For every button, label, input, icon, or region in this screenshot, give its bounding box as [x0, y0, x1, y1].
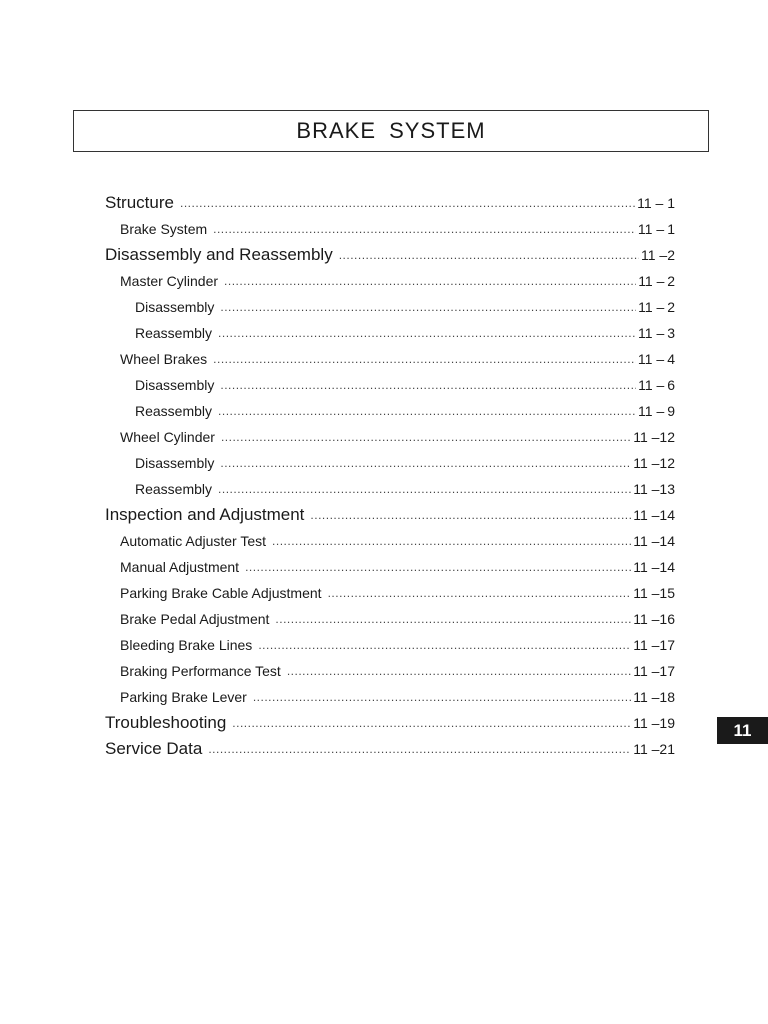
toc-entry-page: 21	[659, 741, 675, 757]
toc-entry-page: 16	[659, 611, 675, 627]
toc-entry-label: Reassembly	[135, 325, 213, 341]
toc-entry-chapter: 11 –	[633, 507, 660, 523]
toc-entry-page: 19	[659, 715, 675, 731]
toc-entry-chapter: 11 –	[633, 611, 660, 627]
toc-entry-page: 1	[667, 221, 675, 237]
toc-entry	[0, 450, 768, 476]
toc-entry-page: 13	[659, 481, 675, 497]
toc-entry-label: Disassembly	[135, 455, 215, 471]
toc-entry-label: Wheel Cylinder	[120, 429, 215, 445]
toc-entry	[0, 242, 768, 268]
toc-entry	[0, 528, 768, 554]
toc-entry-label: Disassembly	[135, 299, 215, 315]
toc-entry-chapter: 11 –	[638, 325, 665, 341]
toc-entry-chapter: 11 –	[633, 559, 660, 575]
chapter-tab	[717, 717, 768, 744]
toc-entry-chapter: 11 –	[633, 689, 660, 705]
toc-entry	[0, 294, 768, 320]
toc-entry	[0, 424, 768, 450]
toc-entry-page: 6	[667, 377, 675, 393]
toc-entry-chapter: 11 –	[638, 273, 665, 289]
toc-entry-chapter: 11 –	[633, 663, 660, 679]
toc-entry-label: Parking Brake Cable Adjustment	[120, 585, 322, 601]
toc-entry	[0, 346, 768, 372]
toc-entry	[0, 476, 768, 502]
toc-leader-dots	[220, 456, 631, 470]
toc-entry	[0, 502, 768, 528]
toc-entry-label: Wheel Brakes	[120, 351, 208, 367]
toc-leader-dots	[218, 326, 636, 340]
toc-leader-dots	[258, 638, 631, 652]
toc-leader-dots	[245, 560, 631, 574]
toc-entry	[0, 684, 768, 710]
toc-entry	[0, 320, 768, 346]
toc-entry-chapter: 11 –	[638, 377, 665, 393]
toc-entry-label: Troubleshooting	[105, 713, 227, 732]
toc-entry-label: Parking Brake Lever	[120, 689, 247, 705]
toc-entry-label: Manual Adjustment	[120, 559, 240, 575]
toc-entry	[0, 658, 768, 684]
toc-entry	[0, 606, 768, 632]
toc-entry-page: 4	[667, 351, 675, 367]
chapter-tab-label: 11	[733, 720, 752, 740]
toc-leader-dots	[180, 196, 635, 210]
toc-entry-chapter: 11 –	[633, 429, 660, 445]
toc-entry-chapter: 11 –	[638, 299, 665, 315]
toc-leader-dots	[253, 690, 631, 704]
toc-entry-chapter: 11 –	[633, 741, 660, 757]
toc-leader-dots	[213, 222, 636, 236]
toc-entry-label: Inspection and Adjustment	[105, 505, 305, 524]
toc-entry-label: Structure	[105, 193, 174, 212]
toc-leader-dots	[208, 742, 631, 756]
toc-entry-label: Disassembly and Reassembly	[105, 245, 333, 264]
toc-entry-page: 2	[667, 273, 675, 289]
toc-leader-dots	[339, 248, 639, 262]
toc-leader-dots	[287, 664, 631, 678]
toc-entry-chapter: 11 –	[640, 247, 668, 263]
toc-entry-page: 3	[667, 325, 675, 341]
toc-entry-page: 17	[659, 663, 675, 679]
toc-leader-dots	[220, 378, 636, 392]
toc-entry-page: 17	[659, 637, 675, 653]
toc-entry	[0, 216, 768, 242]
toc-entry-chapter: 11 –	[633, 481, 660, 497]
toc-entry-page: 1	[667, 195, 675, 211]
title-box	[73, 110, 709, 152]
toc-entry-page: 12	[659, 455, 675, 471]
toc-entry-page: 14	[659, 507, 675, 523]
toc-leader-dots	[218, 482, 631, 496]
toc-entry-label: Automatic Adjuster Test	[120, 533, 267, 549]
toc-entry	[0, 736, 768, 762]
toc-entry	[0, 580, 768, 606]
toc-entry-page: 2	[667, 247, 675, 263]
toc-entry-page: 15	[659, 585, 675, 601]
toc-leader-dots	[224, 274, 636, 288]
toc-entry	[0, 632, 768, 658]
toc-leader-dots	[328, 586, 632, 600]
toc-entry-page: 9	[667, 403, 675, 419]
toc-entry-label: Master Cylinder	[120, 273, 219, 289]
toc-entry	[0, 372, 768, 398]
toc-entry-label: Brake System	[120, 221, 208, 237]
toc-entry-label: Bleeding Brake Lines	[120, 637, 253, 653]
toc-leader-dots	[221, 430, 631, 444]
toc-entry-chapter: 11 –	[633, 585, 660, 601]
toc-entry-chapter: 11 –	[633, 533, 660, 549]
toc-entry-chapter: 11 –	[637, 195, 664, 211]
toc-entry-chapter: 11 –	[637, 351, 665, 367]
toc-entry-chapter: 11 –	[638, 403, 665, 419]
toc-leader-dots	[275, 612, 631, 626]
toc-entry-chapter: 11 –	[633, 455, 660, 471]
toc-entry-label: Brake Pedal Adjustment	[120, 611, 270, 627]
toc-leader-dots	[213, 352, 636, 366]
toc-entry	[0, 268, 768, 294]
toc-entry	[0, 710, 768, 736]
toc-entry-label: Braking Performance Test	[120, 663, 281, 679]
toc-entry-chapter: 11 –	[637, 221, 665, 237]
toc-leader-dots	[232, 716, 631, 730]
toc-entry-label: Reassembly	[135, 481, 213, 497]
toc-entry-chapter: 11 –	[633, 715, 660, 731]
toc-leader-dots	[220, 300, 636, 314]
toc-entry-page: 14	[659, 533, 675, 549]
toc-entry-page: 2	[667, 299, 675, 315]
toc-entry-page: 18	[659, 689, 675, 705]
toc-entry	[0, 398, 768, 424]
toc-entry-label: Service Data	[105, 739, 203, 758]
toc-entry-label: Disassembly	[135, 377, 215, 393]
toc-entry-page: 14	[659, 559, 675, 575]
page-title: BRAKE SYSTEM	[296, 118, 486, 143]
toc-leader-dots	[310, 508, 631, 522]
toc-entry-label: Reassembly	[135, 403, 213, 419]
toc-leader-dots	[272, 534, 631, 548]
toc-entry	[0, 190, 768, 216]
toc-entry-page: 12	[659, 429, 675, 445]
toc-entry-chapter: 11 –	[633, 637, 660, 653]
toc-leader-dots	[218, 404, 636, 418]
toc-entry	[0, 554, 768, 580]
